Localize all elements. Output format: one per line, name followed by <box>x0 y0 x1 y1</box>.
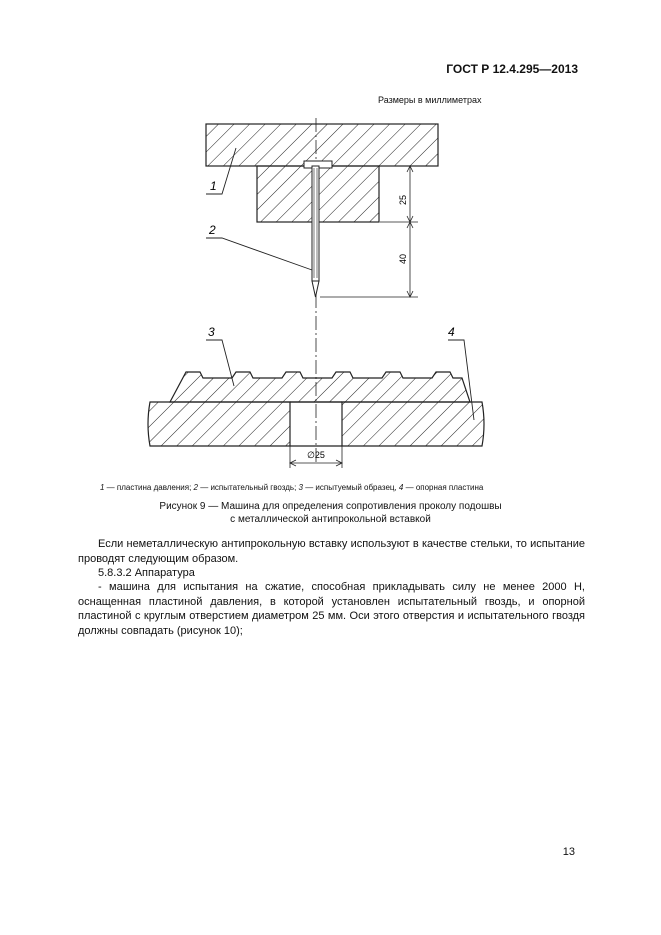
dimension-hole-diameter: ∅25 <box>307 450 325 460</box>
units-note: Размеры в миллиметрах <box>378 95 482 105</box>
paragraph-apparatus: - машина для испытания на сжатие, способная прикладывать силу не менее 2000 Н, оснащенная пластиной давления, в которой установлен испытательный гвоздь, и опорной пластиной с круглым отверстием диаметром 25 мм. Оси этого отверстия и испытательного гвоздя должны совпадать (рисунок 10); <box>78 581 585 637</box>
document-header: ГОСТ Р 12.4.295—2013 <box>446 62 578 76</box>
section-heading-5-8-3-2: 5.8.3.2 Аппаратура <box>98 567 195 579</box>
dimension-40: 40 <box>398 253 408 265</box>
label-4: 4 <box>448 325 455 339</box>
figure-legend: 1 — пластина давления; 2 — испытательный гвоздь; 3 — испытуемый образец, 4 — опорная пластина <box>100 483 484 492</box>
figure-caption <box>0 500 661 526</box>
label-1: 1 <box>210 179 217 193</box>
dimension-25: 25 <box>398 194 408 206</box>
caption-line-1: Рисунок 9 — Машина для определения сопротивления проколу подошвы <box>159 501 502 512</box>
test-sample <box>170 372 470 402</box>
label-2: 2 <box>209 223 216 237</box>
label-3: 3 <box>208 325 215 339</box>
caption-line-2: с металлической антипрокольной вставкой <box>230 514 431 525</box>
page-number: 13 <box>562 846 575 858</box>
pressure-plate <box>206 124 438 166</box>
test-nail <box>312 166 319 297</box>
paragraph-1: Если неметаллическую антипрокольную вставку используют в качестве стельки, то испытание проводят следующим образом. <box>78 538 585 565</box>
